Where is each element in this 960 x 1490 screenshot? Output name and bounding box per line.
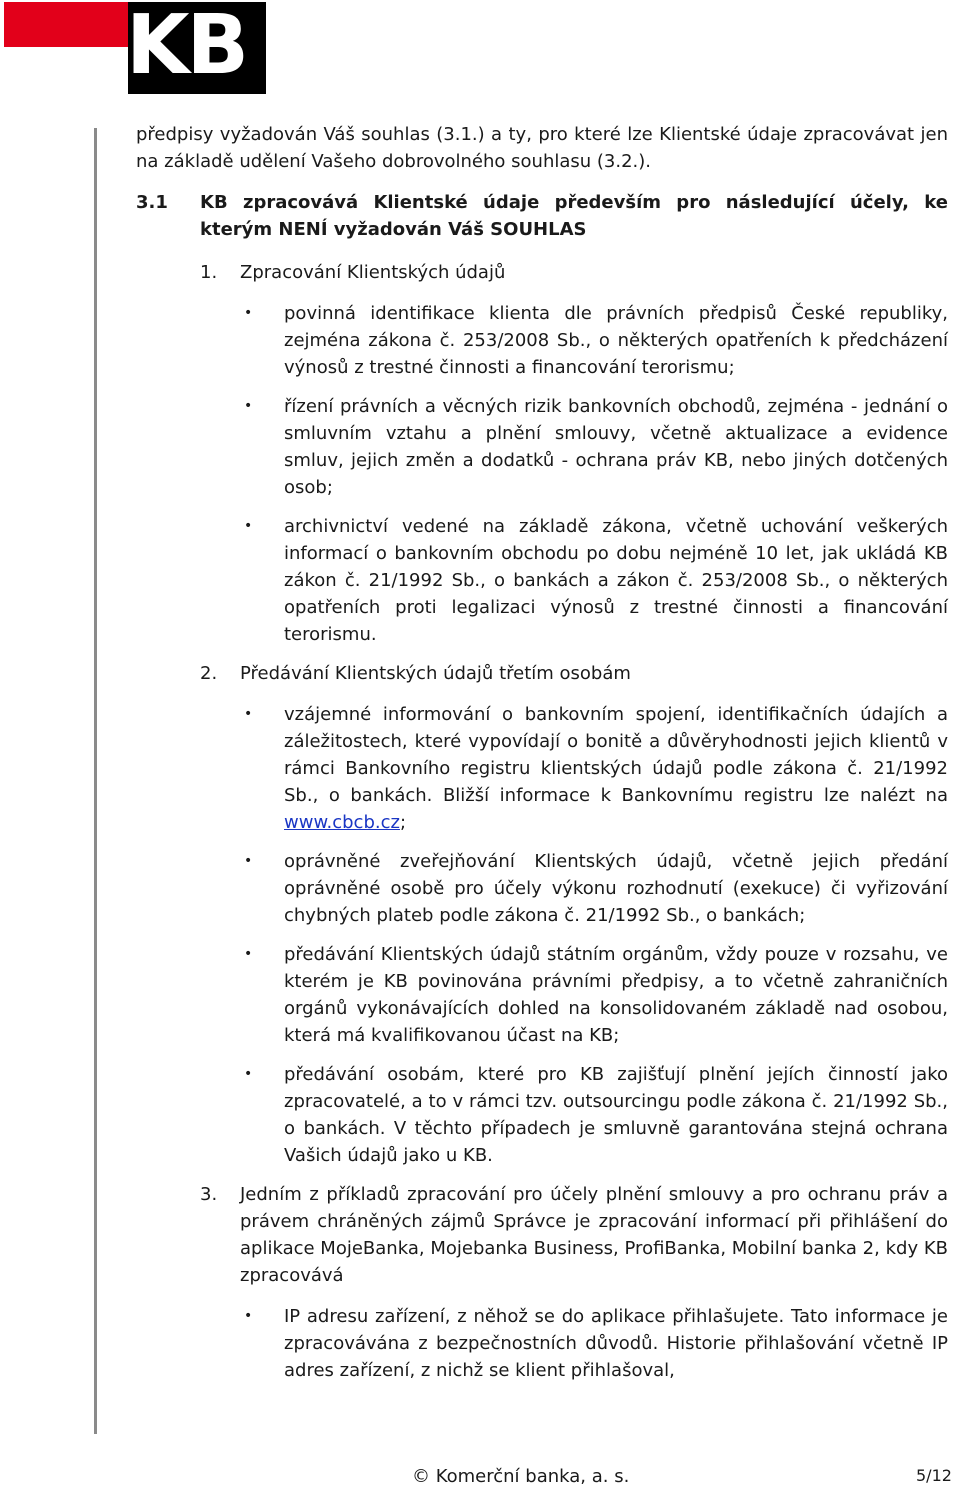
logo-white-block [4, 47, 128, 94]
item-title: Jedním z příkladů zpracování pro účely plnění smlouvy a pro ochranu práv a právem chráněných zájmů Správce je zpracování informací při přihlášení do aplikace MojeBanka, Mojebanka Business, ProfiBanka, Mobilní banka 2, kdy KB zpracovává [240, 1184, 948, 1286]
bullet-item: • IP adresu zařízení, z něhož se do aplikace přihlašujete. Tato informace je zpracovávána z bezpečnostních důvodů. Historie přihlašování včetně IP adres zařízení, z nichž se klient přihlašoval, [136, 1303, 948, 1384]
bullet-item: • oprávněné zveřejňování Klientských údajů, včetně jejich předání oprávněné osobě pro účely výkonu rozhodnutí (exekuce) či vyřizování chybných plateb podle zákona č. 21/1992 Sb., o bankách; [136, 848, 948, 929]
section-heading [136, 189, 948, 243]
list-item-1 [136, 259, 948, 286]
list-item-3 [136, 1181, 948, 1289]
item-title: Předávání Klientských údajů třetím osobám [240, 663, 631, 684]
bullet-icon: • [244, 1066, 253, 1082]
section-number: 3.1 [136, 192, 168, 213]
kb-logo [4, 2, 266, 94]
intro-paragraph: předpisy vyžadován Váš souhlas (3.1.) a ty, pro které lze Klientské údaje zpracovávat jen na základě udělení Vašeho dobrovolného souhlasu (3.2.). [136, 124, 948, 172]
bullet-icon: • [244, 706, 253, 722]
item-title: Zpracování Klientských údajů [240, 262, 506, 283]
bullet-item: • předávání Klientských údajů státním orgánům, vždy pouze v rozsahu, ve kterém je KB povinována právními předpisy, a to včetně zahraničních orgánů vykonávajících dohled na konsolidovaném základě nad osobou, která má kvalifikovanou účast na KB; [136, 941, 948, 1049]
bullet-item: • povinná identifikace klienta dle právních předpisů České republiky, zejména zákona č. 253/2008 Sb., o některých opatřeních k předcházení výnosů z trestné činnosti a financování terorismu; [136, 300, 948, 381]
logo-red-block [4, 2, 128, 47]
bullet-list-3 [136, 1303, 948, 1384]
bullet-icon: • [244, 1308, 253, 1324]
list-item-2 [136, 660, 948, 687]
item-number: 1. [200, 262, 218, 283]
footer-copyright: © Komerční banka, a. s. [412, 1466, 630, 1487]
bullet-icon: • [244, 398, 253, 414]
bullet-item: • řízení právních a věcných rizik bankovních obchodů, zejména - jednání o smluvním vztahu a plnění smlouvy, včetně aktualizace a evidence smluv, jejich změn a dodatků - ochrana práv KB, nebo jiných dotčených osob; [136, 393, 948, 501]
bullet-icon: • [244, 946, 253, 962]
bullet-item: • archivnictví vedené na základě zákona, včetně uchování veškerých informací o bankovním obchodu po dobu nejméně 10 let, jak ukládá KB zákon č. 21/1992 Sb., o bankách a zákon č. 253/2008 Sb., o některých opatřeních proti legalizaci výnosů z trestné činnosti a financování terorismu. [136, 513, 948, 648]
document-body [136, 121, 948, 1396]
bullet-icon: • [244, 305, 253, 321]
item-number: 2. [200, 663, 218, 684]
bullet-list-1 [136, 300, 948, 648]
bullet-list-2 [136, 701, 948, 1169]
page-number: 5/12 [916, 1466, 952, 1485]
item-number: 3. [200, 1184, 218, 1205]
section-title: KB zpracovává Klientské údaje především pro následující účely, ke kterým NENÍ vyžadován Váš SOUHLAS [200, 192, 948, 240]
bullet-icon: • [244, 853, 253, 869]
cbcb-link[interactable]: www.cbcb.cz [284, 812, 400, 833]
bullet-icon: • [244, 518, 253, 534]
bullet-item: • vzájemné informování o bankovním spojení, identifikačních údajích a záležitostech, které vypovídají o bonitě a důvěryhodnosti jejich klientů v rámci Bankovního registru klientských údajů podle zákona č. 21/1992 Sb., o bankách. Bližší informace k Bankovnímu registru lze nalézt na www.cbcb.cz; [136, 701, 948, 836]
bullet-item: • předávání osobám, které pro KB zajišťují plnění jejích činností jako zpracovatelé, a to v rámci tzv. outsourcingu podle zákona č. 21/1992 Sb., o bankách. V těchto případech je smluvně garantována stejná ochrana Vašich údajů jako u KB. [136, 1061, 948, 1169]
logo-wordmark: KB [126, 2, 247, 93]
margin-rule [94, 128, 97, 1434]
